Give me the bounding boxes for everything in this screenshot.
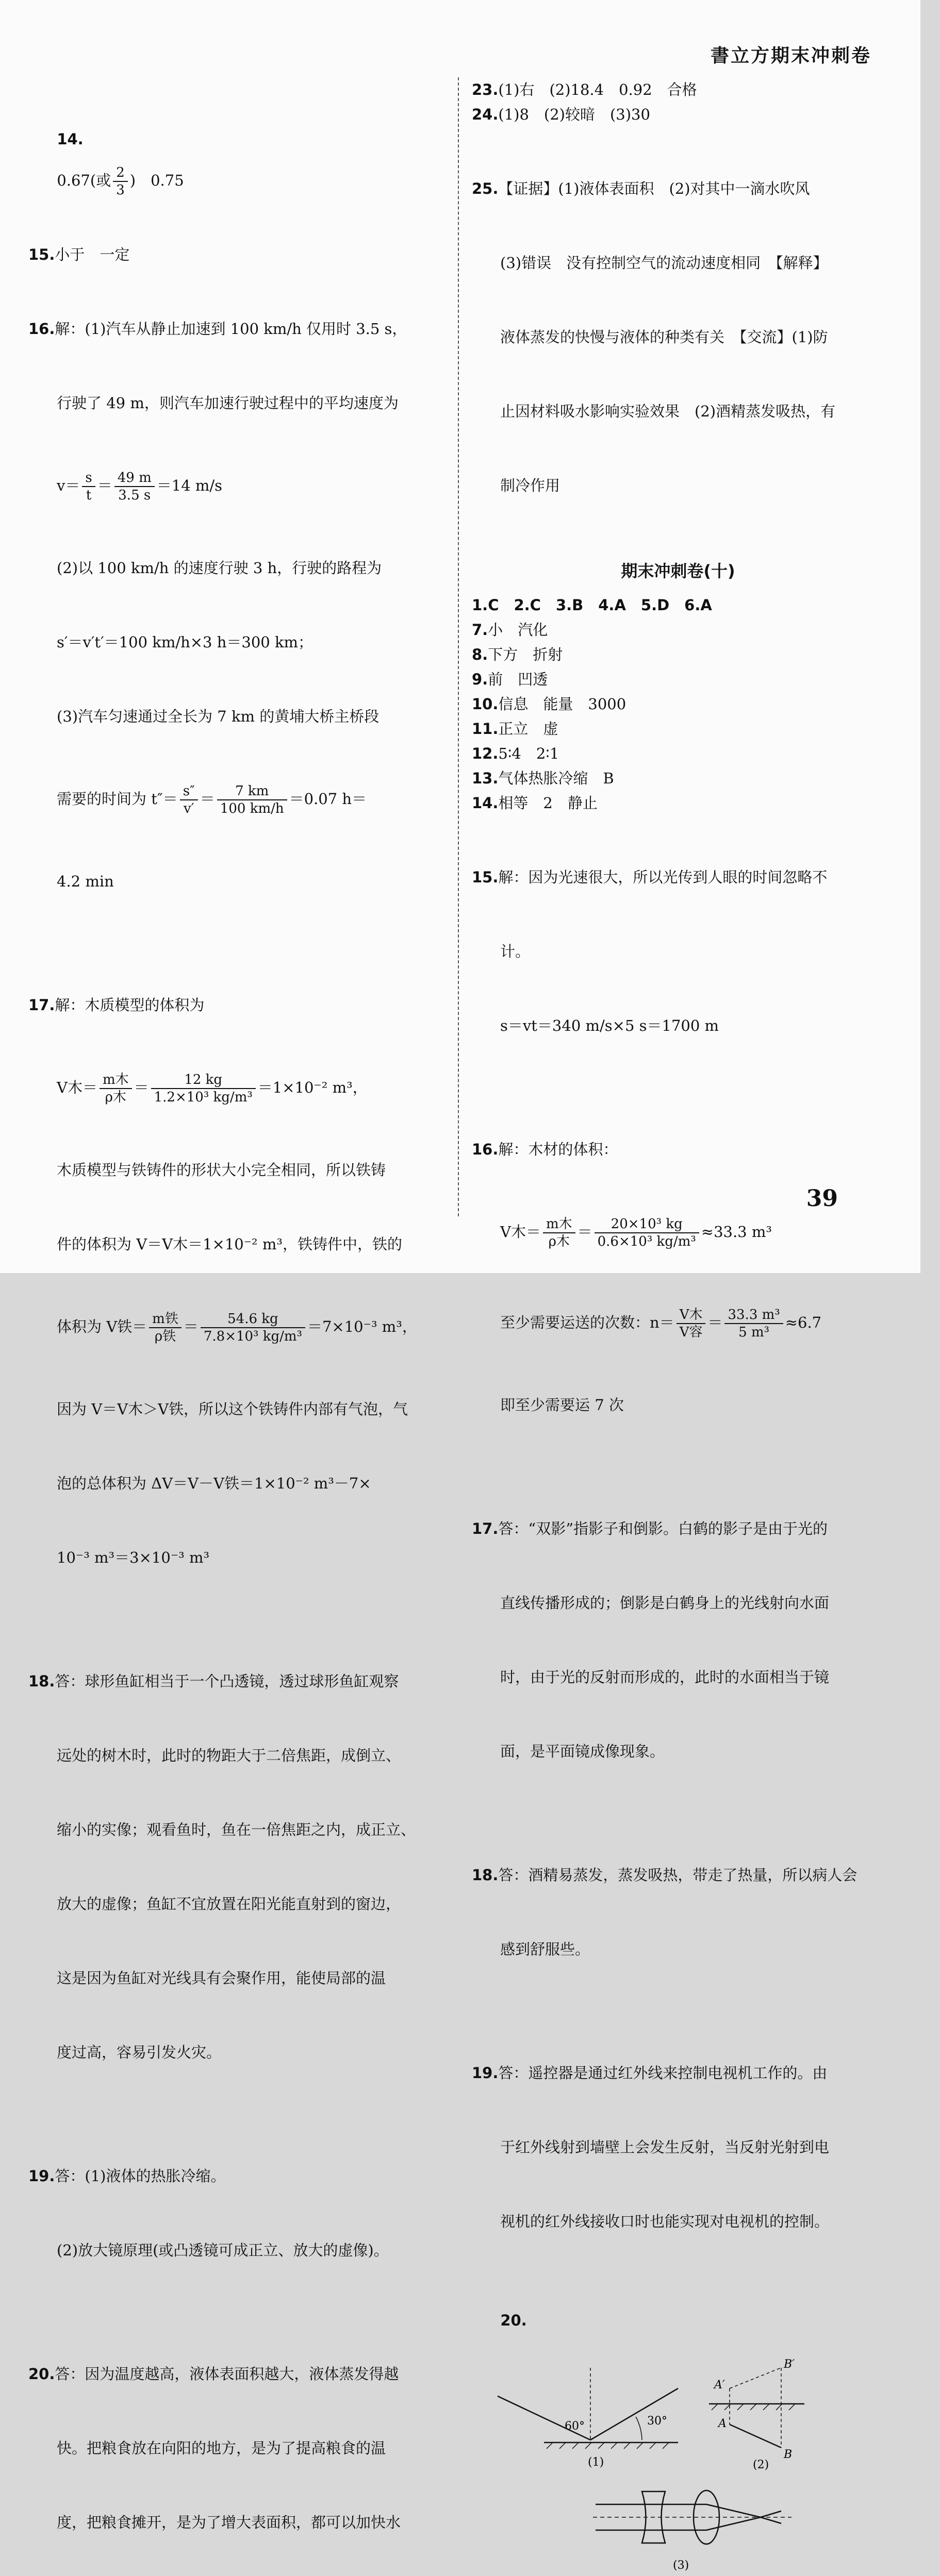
answer-20: 20.答：因为温度越高，液体表面积越大，液体蒸发得越 快。把粮食放在向阳的地方，是为了提高粮食的温 度，把粮食摊开，是为了增大表面积，都可以加快水 <box>28 2365 401 2531</box>
section-title: 期末冲刺卷(十) <box>621 561 735 581</box>
answer-19: 19.答：(1)液体的热胀冷缩。 (2)放大镜原理(或凸透镜可成正立、放大的虚像)。 <box>28 2167 389 2259</box>
answer-14-r: 14.相等 2 静止 <box>472 794 598 812</box>
answer-24-r: 24.(1)8 (2)较暗 (3)30 <box>472 106 650 123</box>
answer-14: 14. 0.67(或 $\frac{2}{3}$ ) 0.75 <box>57 130 184 198</box>
page-number: 39 <box>806 1185 838 1212</box>
answer-10-r: 10.信息 能量 3000 <box>472 695 626 713</box>
left-column <box>28 77 441 2576</box>
answer-20-figures: 20. 60° 30° (1) A′ B′ A B (2) (3) <box>472 2283 884 2576</box>
answer-17: 17.解：木质模型的体积为 V木＝ $\frac{\text{m木}}{\text{ρ木}}$ ＝ $\frac{12 kg}{\text{1.2×10³ kg/m³}}$ ＝1×10⁻² m³， 木质模型与铁铸件的形状大小完全相同，所以铁铸 件的体积为 V＝V木＝1×10⁻² m³，铁铸件中，铁的 体积为 V铁＝ $\frac{\text{m铁}}{\text{ρ铁}}$ ＝ $\frac{54.6 kg}{\text{7.8×10³ kg/m³}}$ ＝7×10⁻³ m³， 因为 V＝V木＞V铁，所以这个铁铸件内部有气泡，气 泡的总体积为 ΔV＝V－V铁＝1×10⁻² m³－7× 10⁻³ m³＝3×10⁻³ m³ <box>28 996 417 1566</box>
caption-r1: (1) <box>588 2456 604 2469</box>
answer-12-r: 12.5∶4 2∶1 <box>472 745 559 762</box>
label-b-prime: B′ <box>784 2358 795 2371</box>
answer-16-r: 16.解：木材的体积： V木＝ $\frac{\text{m木}}{\text{ρ木}}$ ＝ $\frac{\text{20×10³ kg}}{\text{0.6×10³ kg/m³}}$ ≈33.3 m³ 至少需要运送的次数：n＝ $\frac{\text{V木}}{\text{V容}}$ ＝ $\frac{\text{33.3 m³}}{\text{5 m³}}$ ≈6.7 即至少需要运 7 次 <box>472 1141 822 1414</box>
answer-23-r: 23.(1)右 (2)18.4 0.92 合格 <box>472 81 697 98</box>
answer-25-r: 25.【证据】(1)液体表面积 (2)对其中一滴水吹风 (3)错误 没有控制空气的流动速度相同 【解释】 液体蒸发的快慢与液体的种类有关 【交流】(1)防 止因材料吸水影响实验效果 (2)酒精蒸发吸热，有 制冷作用 <box>472 180 836 494</box>
label-a-prime: A′ <box>714 2379 725 2391</box>
angle-60: 60° <box>565 2420 585 2433</box>
answer-8-r: 8.下方 折射 <box>472 646 563 663</box>
lens-pair-figure <box>593 2490 791 2544</box>
angle-30: 30° <box>647 2415 667 2428</box>
answer-13-r: 13.气体热胀冷缩 B <box>472 770 614 787</box>
answers-1-6: 1.C 2.C 3.B 4.A 5.D 6.A <box>472 596 712 614</box>
answer-17-r: 17.答：“双影”指影子和倒影。白鹤的影子是由于光的 直线传播形成的；倒影是白鹤身上的光线射向水面 时，由于光的反射而形成的，此时的水面相当于镜 面，是平面镜成像现象。 <box>472 1520 830 1760</box>
page-header: 書立方期末冲刺卷 <box>710 45 871 66</box>
optics-diagrams-20 <box>472 2357 874 2576</box>
answer-16: 16.解：(1)汽车从静止加速到 100 km/h 仅用时 3.5 s， 行驶了 49 m，则汽车加速行驶过程中的平均速度为 v＝ $\frac{s}{t}$ ＝ $\frac{49 m}{3.5 s}$ ＝14 m/s (2)以 100 km/h 的速度行驶 3 h，行驶的路程为 s′＝v′t′＝100 km/h×3 h＝300 km； (3)汽车匀速通过全长为 7 km 的黄埔大桥主桥段 需要的时间为 t″＝ $\frac{s''}{v'}$ ＝ $\frac{7 km}{100 km/h}$ ＝0.07 h＝ 4.2 min <box>28 320 407 890</box>
answer-7-r: 7.小 汽化 <box>472 621 548 639</box>
answer-19-r: 19.答：遥控器是通过红外线来控制电视机工作的。由 于红外线射到墙壁上会发生反射，当反射光射到电 视机的红外线接收口时也能实现对电视机的控制。 <box>472 2064 830 2230</box>
answer-15: 15.小于 一定 <box>28 246 130 263</box>
right-column <box>472 77 884 2576</box>
caption-r2: (2) <box>753 2458 769 2471</box>
answer-18: 18.答：球形鱼缸相当于一个凸透镜，透过球形鱼缸观察 远处的树木时，此时的物距大于二倍焦距，成倒立、 缩小的实像；观看鱼时，鱼在一倍焦距之内，成正立、 放大的虚像；鱼缸不宜放置在阳光能直射到的窗边， 这是因为鱼缸对光线具有会聚作用，能使局部的温 度过高，容易引发火灾。 <box>28 1672 416 2061</box>
answer-9-r: 9.前 凹透 <box>472 671 548 688</box>
reflection-figure <box>498 2368 678 2449</box>
column-divider <box>458 77 459 1216</box>
label-b: B <box>784 2448 793 2461</box>
caption-r3: (3) <box>673 2559 689 2572</box>
answer-11-r: 11.正立 虚 <box>472 720 558 738</box>
label-a: A <box>718 2417 727 2430</box>
answer-18-r: 18.答：酒精易蒸发，蒸发吸热，带走了热量，所以病人会 感到舒服些。 <box>472 1866 857 1958</box>
answer-15-r: 15.解：因为光速很大，所以光传到人眼的时间忽略不 计。 s＝vt＝340 m/s×5 s＝1700 m <box>472 868 828 1034</box>
